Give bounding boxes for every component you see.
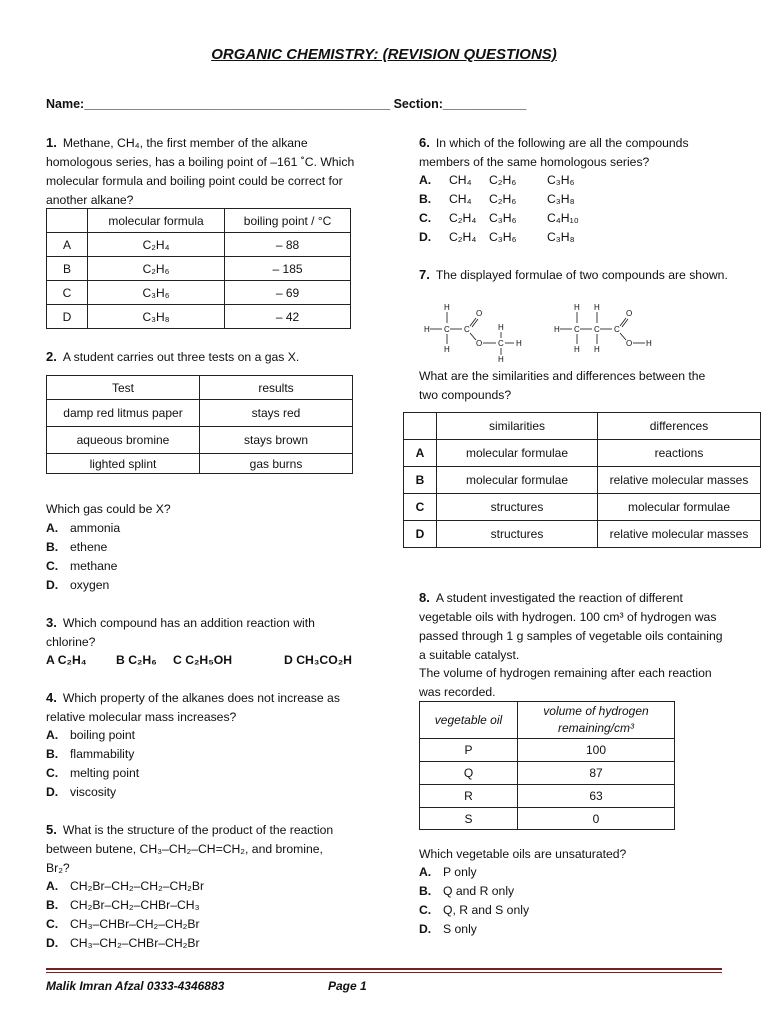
atom-label: H xyxy=(498,323,504,332)
option-text: ammonia xyxy=(70,521,121,535)
page-title xyxy=(0,46,768,63)
table-row xyxy=(47,257,351,281)
q1-number: 1. xyxy=(46,135,57,150)
option-text: viscosity xyxy=(70,785,117,799)
table-row xyxy=(404,440,761,467)
question-1 xyxy=(46,133,356,210)
vol-cell: 63 xyxy=(518,785,675,808)
table-row xyxy=(404,521,761,548)
oil-cell: R xyxy=(420,785,518,808)
footer-author: Malik Imran Afzal 0333-4346883 xyxy=(46,979,225,993)
q3-option-a[interactable]: A C₂H₄ xyxy=(46,653,87,667)
atom-label: O xyxy=(476,309,483,318)
option-b[interactable] xyxy=(46,745,139,764)
option-text: CH₂Br–CH₂–CHBr–CH₃ xyxy=(70,898,200,912)
table-row xyxy=(47,454,353,474)
option-text: S only xyxy=(443,922,477,936)
compound: C₂H₄ xyxy=(449,230,477,244)
row-label: D xyxy=(47,305,88,329)
q8-options xyxy=(419,863,529,939)
option-d[interactable] xyxy=(46,576,120,595)
table-row xyxy=(420,762,675,785)
option-letter: B. xyxy=(419,192,432,206)
option-c[interactable] xyxy=(419,209,579,228)
atom-label: O xyxy=(626,309,633,318)
q7-number: 7. xyxy=(419,267,430,282)
table-row xyxy=(420,808,675,830)
option-letter: B. xyxy=(46,747,59,761)
row-label: B xyxy=(47,257,88,281)
q8-question: Which vegetable oils are unsaturated? xyxy=(419,847,627,861)
table-row xyxy=(47,233,351,257)
option-text: CH₃–CHBr–CH₂–CH₂Br xyxy=(70,917,200,931)
formula-cell: C₂H₆ xyxy=(88,257,225,281)
q3-number: 3. xyxy=(46,615,57,630)
formula-cell: C₃H₈ xyxy=(88,305,225,329)
row-label: D xyxy=(404,521,437,548)
q6-number: 6. xyxy=(419,135,430,150)
title-rest: : (REVISION QUESTIONS) xyxy=(373,46,557,63)
compound: CH₄ xyxy=(449,192,472,206)
option-letter: D. xyxy=(46,936,59,950)
q3-option-c[interactable]: C C₂H₅OH xyxy=(173,653,233,667)
atom-label: C xyxy=(464,325,470,334)
q4-text: Which property of the alkanes does not increase as relative molecular mass increases? xyxy=(46,691,340,724)
option-d[interactable] xyxy=(419,228,579,247)
option-a[interactable] xyxy=(46,519,120,538)
footer-divider xyxy=(46,968,722,970)
q7-table xyxy=(403,412,761,548)
option-text: Q and R only xyxy=(443,884,515,898)
q8-text2: The volume of hydrogen remaining after each reaction was recorded. xyxy=(419,666,712,699)
bp-cell: – 69 xyxy=(225,281,351,305)
q8-text: A student investigated the reaction of different vegetable oils with hydrogen. 100 cm³ of hydrogen was passed through 1 g samples of vegetable oils containing a suitable catalyst. xyxy=(419,591,723,662)
option-letter: B. xyxy=(419,884,432,898)
compound: CH₄ xyxy=(449,173,472,187)
question-2 xyxy=(46,347,356,367)
atom-label: H xyxy=(424,325,430,334)
option-letter: D. xyxy=(46,578,59,592)
atom-label: C xyxy=(614,325,620,334)
footer-divider-thin xyxy=(46,972,722,973)
formula-cell: C₃H₆ xyxy=(88,281,225,305)
displayed-formulae-diagram xyxy=(420,300,690,364)
compound: C₂H₄ xyxy=(449,211,477,225)
oil-cell: S xyxy=(420,808,518,830)
q2-header-results: results xyxy=(200,376,353,400)
q2-question: Which gas could be X? xyxy=(46,502,171,516)
diff-cell: molecular formulae xyxy=(598,494,761,521)
atom-label: C xyxy=(574,325,580,334)
result-cell: gas burns xyxy=(200,454,353,474)
test-cell: damp red litmus paper xyxy=(47,400,200,427)
option-c[interactable] xyxy=(46,764,139,783)
q3-text: Which compound has an addition reaction with chlorine? xyxy=(46,616,315,649)
option-d[interactable] xyxy=(419,920,529,939)
option-letter: D. xyxy=(419,230,432,244)
q2-options xyxy=(46,519,120,595)
option-letter: A. xyxy=(419,865,432,879)
atom-label: H xyxy=(646,339,652,348)
diff-cell: reactions xyxy=(598,440,761,467)
option-a[interactable] xyxy=(46,877,204,896)
q5-text: What is the structure of the product of the reaction between butene, CH₃–CH₂–CH=CH₂, and bromine, Br₂? xyxy=(46,823,334,875)
question-6 xyxy=(419,133,719,172)
option-d[interactable] xyxy=(46,783,139,802)
vol-cell: 0 xyxy=(518,808,675,830)
name-section-line xyxy=(46,97,526,111)
bp-cell: – 88 xyxy=(225,233,351,257)
q8-header-vol: volume of hydrogen remaining/cm³ xyxy=(518,702,675,739)
option-letter: A. xyxy=(419,173,432,187)
sim-cell: structures xyxy=(437,521,598,548)
atom-label: C xyxy=(498,339,504,348)
atom-label: O xyxy=(476,339,483,348)
option-letter: B. xyxy=(46,540,59,554)
question-4 xyxy=(46,688,356,727)
bp-cell: – 185 xyxy=(225,257,351,281)
table-row xyxy=(420,739,675,762)
question-3 xyxy=(46,613,356,652)
q7-text: The displayed formulae of two compounds are shown. xyxy=(435,268,728,282)
option-letter: C. xyxy=(46,559,59,573)
atom-label: H xyxy=(574,303,580,312)
atom-label: O xyxy=(626,339,633,348)
q1-header-bp: boiling point / °C xyxy=(225,209,351,233)
q7-header-diff: differences xyxy=(598,413,761,440)
sim-cell: structures xyxy=(437,494,598,521)
q5-options xyxy=(46,877,204,953)
option-text: oxygen xyxy=(70,578,110,592)
compound: C₃H₆ xyxy=(489,211,517,225)
compound: C₃H₈ xyxy=(547,230,575,244)
atom-label: C xyxy=(594,325,600,334)
option-letter: C. xyxy=(419,903,432,917)
vol-cell: 100 xyxy=(518,739,675,762)
option-letter: C. xyxy=(46,766,59,780)
row-label: B xyxy=(404,467,437,494)
option-c[interactable] xyxy=(46,557,120,576)
option-a[interactable] xyxy=(419,863,529,882)
q2-text: A student carries out three tests on a gas X. xyxy=(62,350,300,364)
section-field[interactable]: Section:____________ xyxy=(393,97,527,111)
oil-cell: P xyxy=(420,739,518,762)
option-letter: A. xyxy=(46,521,59,535)
compound: C₃H₆ xyxy=(489,230,517,244)
option-text: CH₃–CH₂–CHBr–CH₂Br xyxy=(70,936,200,950)
q2-table xyxy=(46,375,353,474)
row-label: C xyxy=(404,494,437,521)
diff-cell: relative molecular masses xyxy=(598,521,761,548)
option-c[interactable] xyxy=(419,901,529,920)
option-text: P only xyxy=(443,865,477,879)
atom-label: H xyxy=(594,303,600,312)
atom-label: C xyxy=(444,325,450,334)
atom-label: H xyxy=(574,345,580,354)
row-label: A xyxy=(404,440,437,467)
q8-table xyxy=(419,701,675,830)
result-cell: stays brown xyxy=(200,427,353,454)
atom-label: H xyxy=(444,303,450,312)
q8-number: 8. xyxy=(419,590,430,605)
table-row xyxy=(47,305,351,329)
oil-cell: Q xyxy=(420,762,518,785)
sim-cell: molecular formulae xyxy=(437,467,598,494)
q1-header-formula: molecular formula xyxy=(88,209,225,233)
option-letter: A. xyxy=(46,728,59,742)
option-text: melting point xyxy=(70,766,140,780)
q8-header-oil: vegetable oil xyxy=(420,702,518,739)
name-field[interactable]: Name:____________________________________________ xyxy=(46,97,391,111)
vol-cell: 87 xyxy=(518,762,675,785)
test-cell: aqueous bromine xyxy=(47,427,200,454)
option-text: flammability xyxy=(70,747,135,761)
q6-text: In which of the following are all the compounds members of the same homologous series? xyxy=(419,136,689,169)
q5-number: 5. xyxy=(46,822,57,837)
footer-page-number: Page 1 xyxy=(328,979,367,993)
table-row xyxy=(404,467,761,494)
row-label: A xyxy=(47,233,88,257)
option-letter: A. xyxy=(46,879,59,893)
option-text: Q, R and S only xyxy=(443,903,530,917)
option-letter: D. xyxy=(419,922,432,936)
option-b[interactable] xyxy=(419,882,529,901)
option-letter: D. xyxy=(46,785,59,799)
compound: C₂H₆ xyxy=(489,192,517,206)
table-row xyxy=(404,494,761,521)
q2-number: 2. xyxy=(46,349,57,364)
result-cell: stays red xyxy=(200,400,353,427)
option-text: ethene xyxy=(70,540,108,554)
q7-question: What are the similarities and differences between the two compounds? xyxy=(419,369,706,402)
q4-number: 4. xyxy=(46,690,57,705)
formula-cell: C₂H₄ xyxy=(88,233,225,257)
q1-text: Methane, CH₄, the first member of the alkane homologous series, has a boiling point of –161 ˚C. Which molecular formula and boiling point could be correct for another alkane? xyxy=(46,136,355,207)
row-label: C xyxy=(47,281,88,305)
q2-header-test: Test xyxy=(47,376,200,400)
q6-options xyxy=(419,171,579,247)
table-row xyxy=(47,427,353,454)
option-text: CH₂Br–CH₂–CH₂–CH₂Br xyxy=(70,879,205,893)
option-text: boiling point xyxy=(70,728,136,742)
q3-option-b[interactable]: B C₂H₆ xyxy=(116,653,157,667)
option-letter: B. xyxy=(46,898,59,912)
question-7 xyxy=(419,265,729,285)
test-cell: lighted splint xyxy=(47,454,200,474)
option-c[interactable] xyxy=(46,915,204,934)
atom-label: H xyxy=(554,325,560,334)
option-d[interactable] xyxy=(46,934,204,953)
title-main: ORGANIC CHEMISTRY xyxy=(211,46,374,63)
atom-label: H xyxy=(444,345,450,354)
table-row xyxy=(47,281,351,305)
q4-options xyxy=(46,726,139,802)
q3-option-d[interactable]: D CH₃CO₂H xyxy=(284,653,352,667)
option-b[interactable] xyxy=(419,190,579,209)
compound: C₃H₈ xyxy=(547,192,575,206)
q1-table xyxy=(46,208,351,329)
atom-label: H xyxy=(498,355,504,364)
compound: C₂H₆ xyxy=(489,173,517,187)
question-5 xyxy=(46,820,346,878)
option-b[interactable] xyxy=(46,538,120,557)
atom-label: H xyxy=(516,339,522,348)
option-a[interactable] xyxy=(46,726,139,745)
sim-cell: molecular formulae xyxy=(437,440,598,467)
option-a[interactable] xyxy=(419,171,579,190)
option-text: methane xyxy=(70,559,118,573)
compound: C₃H₆ xyxy=(547,173,575,187)
atom-label: H xyxy=(594,345,600,354)
table-row xyxy=(47,400,353,427)
question-8 xyxy=(419,588,724,665)
table-row xyxy=(420,785,675,808)
q7-header-sim: similarities xyxy=(437,413,598,440)
diff-cell: relative molecular masses xyxy=(598,467,761,494)
option-letter: C. xyxy=(419,211,432,225)
bp-cell: – 42 xyxy=(225,305,351,329)
option-letter: C. xyxy=(46,917,59,931)
compound: C₄H₁₀ xyxy=(547,211,579,225)
option-b[interactable] xyxy=(46,896,204,915)
